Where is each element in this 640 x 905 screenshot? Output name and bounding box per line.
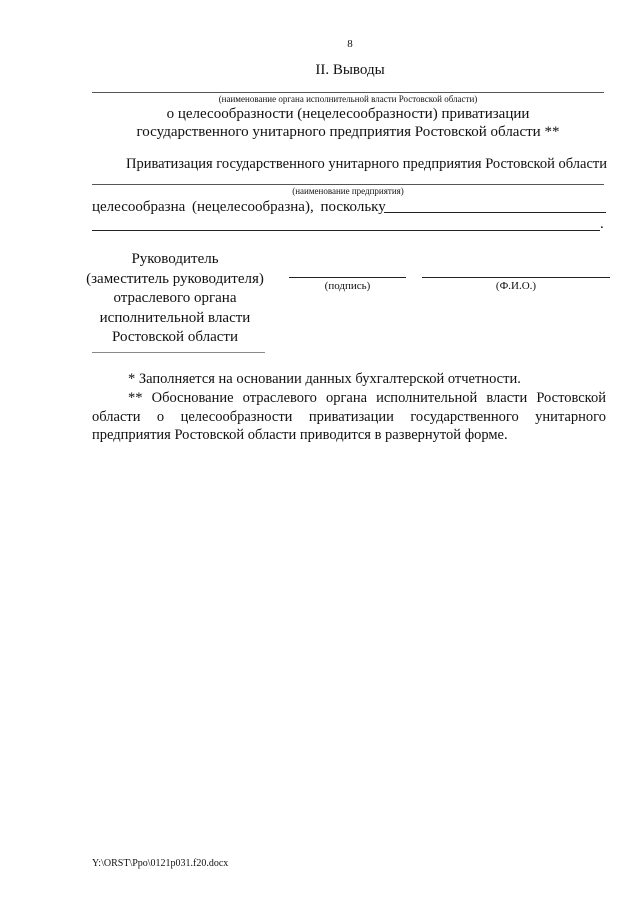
- expediency-line-1: о целесообразности (нецелесообразности) приватизации: [166, 106, 530, 122]
- organ-name-caption: (наименование органа исполнительной власти Ростовской области): [218, 94, 478, 104]
- signatory-line-2: (заместитель руководителя): [86, 270, 264, 287]
- enterprise-name-line: [92, 184, 604, 185]
- signatory-block: [80, 250, 270, 348]
- reason-end-period: .: [600, 216, 604, 232]
- expediency-line-2: государственного унитарного предприятия Ростовской области **: [136, 124, 560, 140]
- reason-fill-line-1[interactable]: [384, 212, 606, 213]
- page-number: 8: [347, 38, 353, 50]
- footnote-2: ** Обоснование отраслевого органа исполнительной власти Ростовской области о целесообразности приватизации государственного унитарного предприятия Ростовской области приводится в развернутой форме.: [92, 390, 606, 443]
- signatory-line-4: исполнительной власти: [99, 309, 251, 326]
- signature-line[interactable]: [289, 277, 406, 278]
- signatory-line-3: отраслевого органа: [113, 290, 237, 306]
- signatory-line-1: Руководитель: [131, 251, 219, 267]
- signatory-line-5: Ростовской области: [112, 329, 238, 345]
- reason-fill-line-2[interactable]: [92, 230, 600, 231]
- section-title: II. Выводы: [315, 62, 385, 78]
- fio-caption: (Ф.И.О.): [495, 280, 537, 292]
- signature-underline: [92, 352, 265, 353]
- organ-name-line: [92, 92, 604, 93]
- footnote-1: * Заполняется на основании данных бухгалтерской отчетности.: [128, 371, 521, 387]
- reason-prefix: целесообразна (нецелесообразна), поскольку: [92, 199, 386, 215]
- fio-line[interactable]: [422, 277, 610, 278]
- privatization-line: Приватизация государственного унитарного предприятия Ростовской области: [126, 156, 607, 172]
- signature-caption: (подпись): [324, 280, 371, 292]
- file-path: Y:\ORST\Ppo\0121p031.f20.docx: [92, 858, 229, 869]
- enterprise-name-caption: (наименование предприятия): [292, 186, 404, 196]
